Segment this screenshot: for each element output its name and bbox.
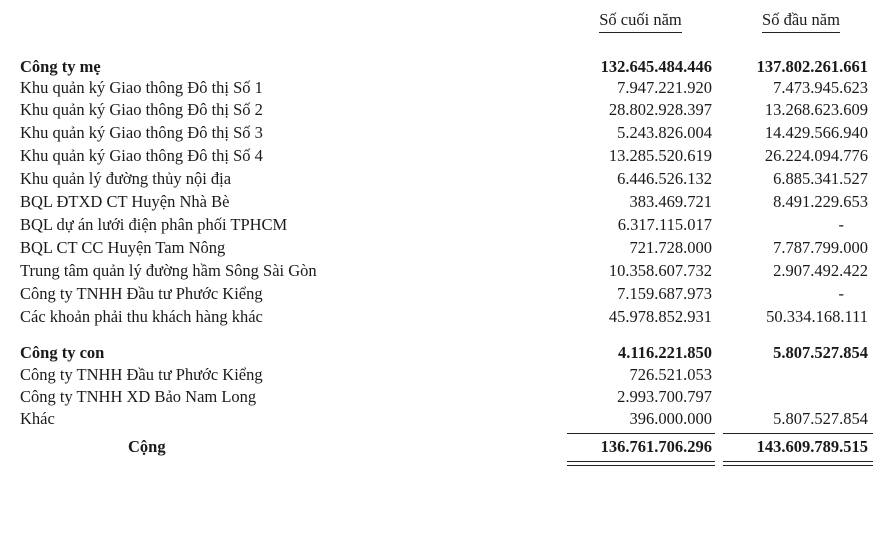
column-header-start-of-year: Số đầu năm (730, 10, 872, 33)
subtotal-rule (567, 433, 715, 434)
row-label: Trung tâm quản lý đường hầm Sông Sài Gòn (20, 261, 317, 280)
row-end-value: 5.243.826.004 (617, 123, 712, 142)
row-label: Khác (20, 409, 55, 428)
row-end-value: 726.521.053 (629, 365, 712, 384)
table-row (0, 408, 890, 430)
table-row (0, 306, 890, 328)
row-label: Khu quản ký Giao thông Đô thị Số 1 (20, 78, 263, 97)
table-row (0, 191, 890, 213)
table-row (0, 99, 890, 121)
row-start-value: 13.268.623.609 (764, 100, 868, 119)
row-label: Công ty TNHH Đầu tư Phước Kiểng (20, 284, 263, 303)
total-double-rule (567, 465, 715, 466)
table-row (0, 145, 890, 167)
group-row-subsidiary (0, 342, 890, 364)
row-end-value: 10.358.607.732 (608, 261, 712, 280)
table-row (0, 122, 890, 144)
row-end-value: 721.728.000 (629, 238, 712, 257)
row-end-value: 13.285.520.619 (608, 146, 712, 165)
row-label: BQL dự án lưới điện phân phối TPHCM (20, 215, 288, 234)
row-end-value: 45.978.852.931 (608, 307, 712, 326)
row-end-value: 7.159.687.973 (617, 284, 712, 303)
row-start-value: 26.224.094.776 (764, 146, 868, 165)
table-row (0, 386, 890, 408)
row-label: Khu quản ký Giao thông Đô thị Số 3 (20, 123, 263, 142)
row-label: Công ty TNHH Đầu tư Phước Kiểng (20, 365, 263, 384)
row-start-value: 50.334.168.111 (766, 307, 868, 326)
group-end-value: 132.645.484.446 (600, 57, 712, 76)
row-end-value: 2.993.700.797 (617, 387, 712, 406)
table-row (0, 168, 890, 190)
group-label: Công ty mẹ (20, 57, 101, 76)
total-label: Cộng (128, 437, 166, 456)
table-row (0, 260, 890, 282)
table-row (0, 214, 890, 236)
total-double-rule (723, 461, 873, 462)
row-label: BQL ĐTXD CT Huyện Nhà Bè (20, 192, 230, 211)
total-row (0, 436, 890, 458)
row-end-value: 6.317.115.017 (617, 215, 712, 234)
total-start-value: 143.609.789.515 (756, 437, 868, 456)
row-end-value: 6.446.526.132 (617, 169, 712, 188)
row-start-value: 8.491.229.653 (773, 192, 868, 211)
row-end-value: 7.947.221.920 (617, 78, 712, 97)
table-row (0, 364, 890, 386)
row-label: Khu quản ký Giao thông Đô thị Số 2 (20, 100, 263, 119)
total-double-rule (567, 461, 715, 462)
row-start-value: 14.429.566.940 (764, 123, 868, 142)
table-row (0, 237, 890, 259)
group-start-value: 137.802.261.661 (756, 57, 868, 76)
total-end-value: 136.761.706.296 (600, 437, 712, 456)
group-label: Công ty con (20, 343, 105, 362)
row-start-value: 7.787.799.000 (773, 238, 868, 257)
row-start-value: 2.907.492.422 (773, 261, 868, 280)
row-end-value: 383.469.721 (629, 192, 712, 211)
column-header-end-of-year: Số cuối năm (567, 10, 714, 33)
row-start-value: - (838, 284, 844, 303)
row-start-value: 6.885.341.527 (773, 169, 868, 188)
row-end-value: 28.802.928.397 (608, 100, 712, 119)
row-label: Công ty TNHH XD Bảo Nam Long (20, 387, 257, 406)
subtotal-rule (723, 433, 873, 434)
row-start-value: 7.473.945.623 (773, 78, 868, 97)
table-row (0, 283, 890, 305)
table-row (0, 77, 890, 99)
group-end-value: 4.116.221.850 (618, 343, 712, 362)
row-label: Khu quản ký Giao thông Đô thị Số 4 (20, 146, 263, 165)
row-start-value: - (838, 215, 844, 234)
row-label: Khu quản lý đường thủy nội địa (20, 169, 232, 188)
row-end-value: 396.000.000 (629, 409, 712, 428)
row-label: Các khoản phải thu khách hàng khác (20, 307, 263, 326)
row-label: BQL CT CC Huyện Tam Nông (20, 238, 226, 257)
row-start-value: 5.807.527.854 (773, 409, 868, 428)
group-start-value: 5.807.527.854 (773, 343, 868, 362)
group-row-parent (0, 56, 890, 78)
total-double-rule (723, 465, 873, 466)
